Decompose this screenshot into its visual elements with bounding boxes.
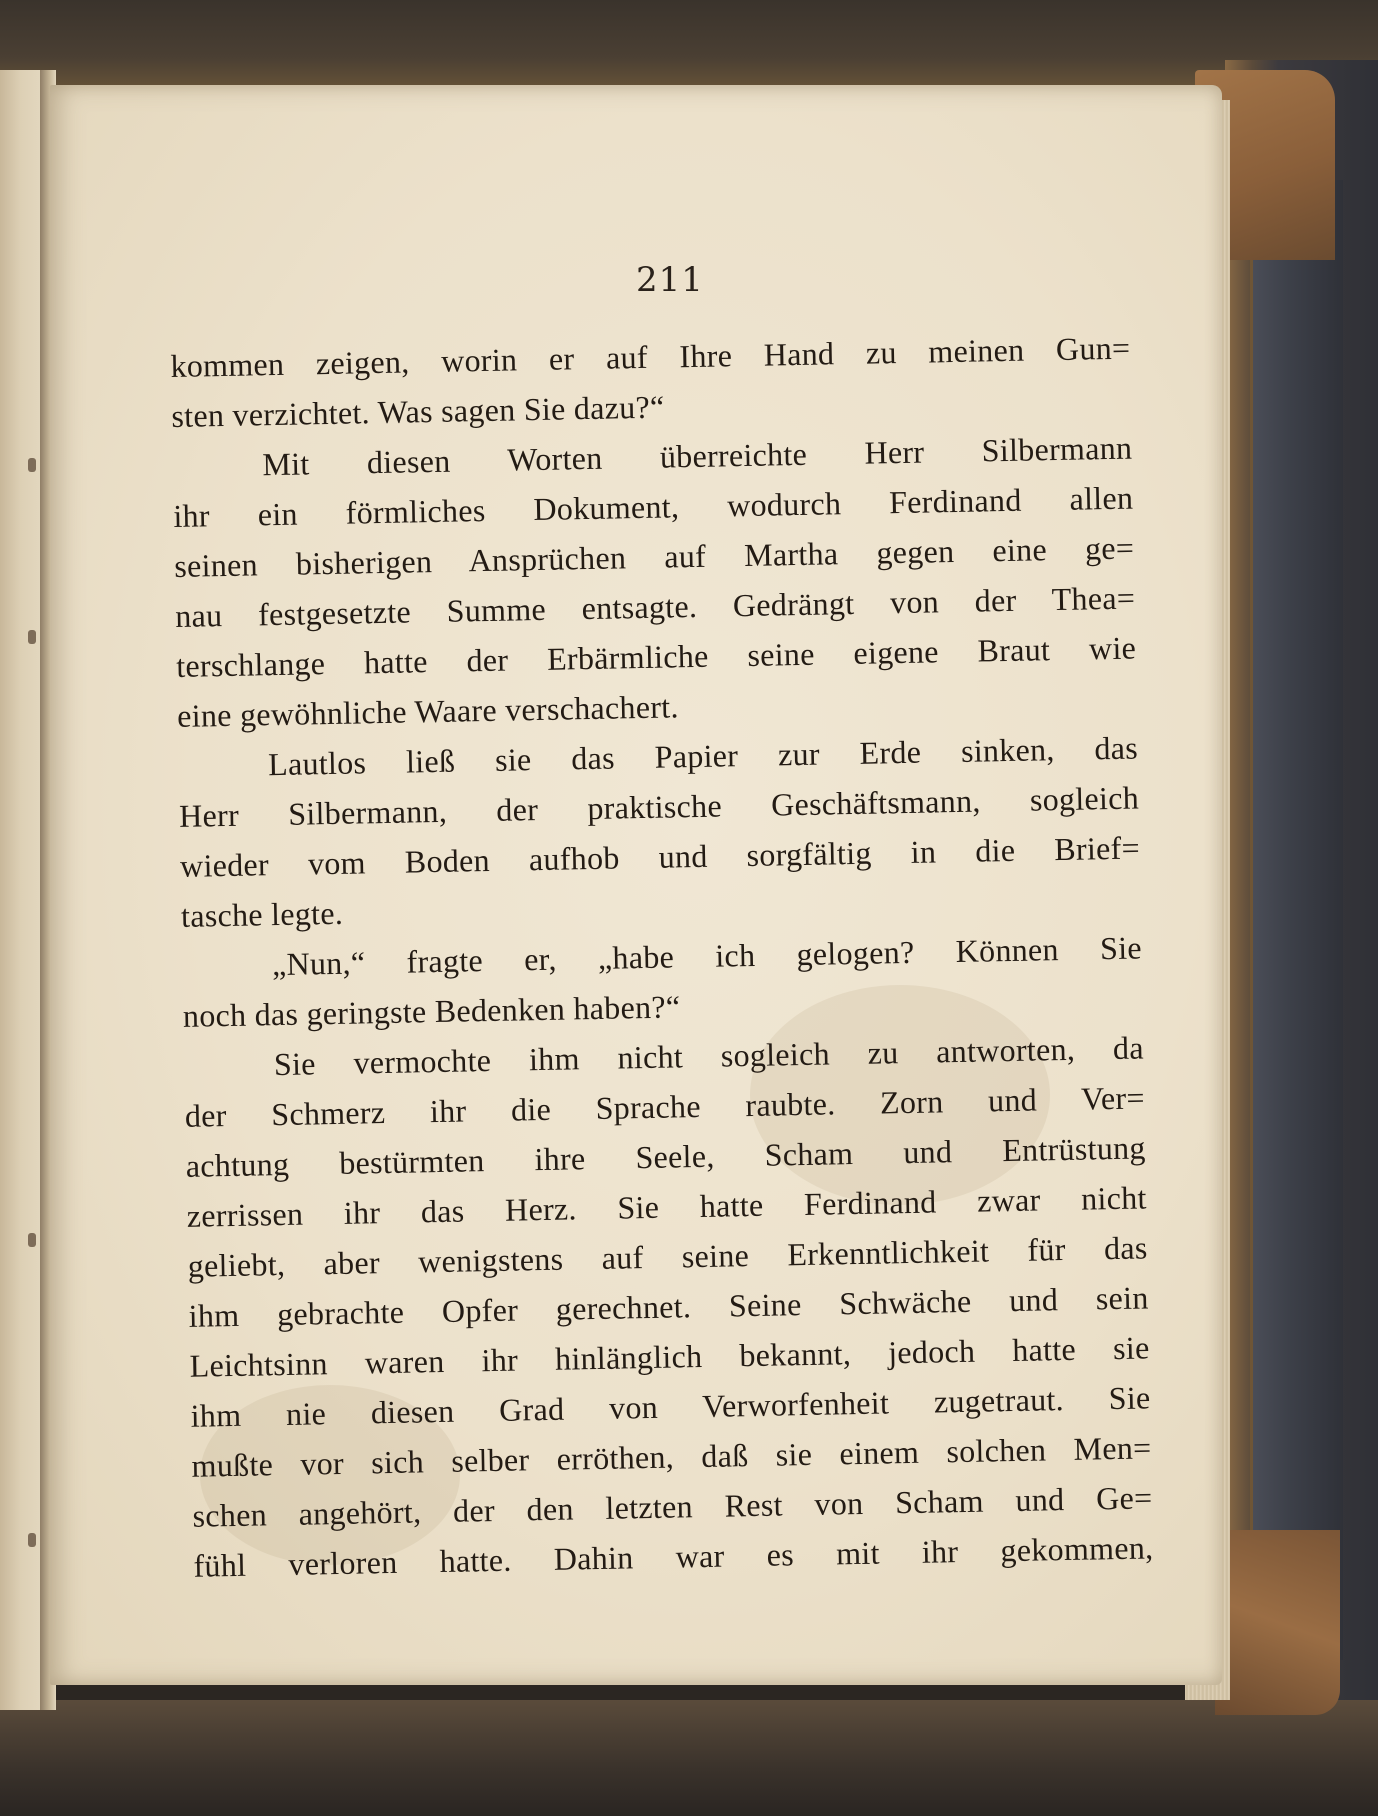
text-line: ihm nie diesen Grad von Verworfenheit zugetraut. Sie	[190, 1379, 1151, 1434]
text-line: kommen zeigen, worin er auf Ihre Hand zu meinen Gun=	[170, 329, 1131, 384]
text-line: tasche legte.	[180, 894, 344, 934]
leather-corner-bottom	[1215, 1530, 1340, 1715]
text-line: schen angehört, der den letzten Rest von Scham und Ge=	[192, 1479, 1153, 1534]
margin-mark	[28, 458, 36, 472]
text-line: seinen bisherigen Ansprüchen auf Martha gegen eine ge=	[173, 529, 1135, 584]
margin-mark	[28, 1533, 36, 1547]
text-line: ihr ein förmliches Dokument, wodurch Ferdinand allen	[173, 479, 1134, 534]
text-line: zerrissen ihr das Herz. Sie hatte Ferdinand zwar nicht	[186, 1179, 1147, 1234]
text-line: „Nun,“ fragte er, „habe ich gelogen? Können Sie	[271, 929, 1143, 983]
text-line: wieder vom Boden aufhob und sorgfältig in die Brief=	[179, 829, 1141, 884]
page-number: 211	[636, 260, 704, 300]
margin-mark	[28, 1233, 36, 1247]
text-line: nau festgesetzte Summe entsagte. Gedrängt von der Thea=	[174, 579, 1136, 634]
book-cover-bottom-edge	[0, 1700, 1378, 1816]
text-line: Mit diesen Worten überreichte Herr Silbermann	[262, 429, 1133, 483]
text-line: sten verzichtet. Was sagen Sie dazu?“	[171, 388, 665, 434]
text-line: Sie vermochte ihm nicht sogleich zu antworten, da	[273, 1029, 1145, 1083]
page-text-block	[170, 323, 1154, 1591]
text-line: fühl verloren hatte. Dahin war es mit ihr gekommen,	[193, 1529, 1154, 1584]
text-line: der Schmerz ihr die Sprache raubte. Zorn und Ver=	[184, 1079, 1146, 1134]
text-line: ihm gebrachte Opfer gerechnet. Seine Schwäche und sein	[188, 1279, 1149, 1334]
text-line: geliebt, aber wenigstens auf seine Erkenntlichkeit für das	[187, 1229, 1148, 1284]
margin-mark	[28, 630, 36, 644]
book-page	[50, 85, 1222, 1685]
book-cover-top-edge	[0, 0, 1378, 95]
book-spine-leather	[1250, 180, 1343, 1660]
text-line: achtung bestürmten ihre Seele, Scham und Entrüstung	[185, 1129, 1147, 1184]
text-line: Leichtsinn waren ihr hinlänglich bekannt, jedoch hatte sie	[189, 1329, 1150, 1384]
text-line: mußte vor sich selber erröthen, daß sie einem solchen Men=	[191, 1429, 1152, 1484]
text-line: terschlange hatte der Erbärmliche seine eigene Braut wie	[175, 629, 1137, 684]
text-line: eine gewöhnliche Waare verschachert.	[176, 688, 680, 734]
text-line: Lautlos ließ sie das Papier zur Erde sinken, das	[267, 729, 1139, 783]
text-line: noch das geringste Bedenken haben?“	[182, 988, 681, 1034]
text-line: Herr Silbermann, der praktische Geschäftsmann, sogleich	[178, 779, 1140, 834]
